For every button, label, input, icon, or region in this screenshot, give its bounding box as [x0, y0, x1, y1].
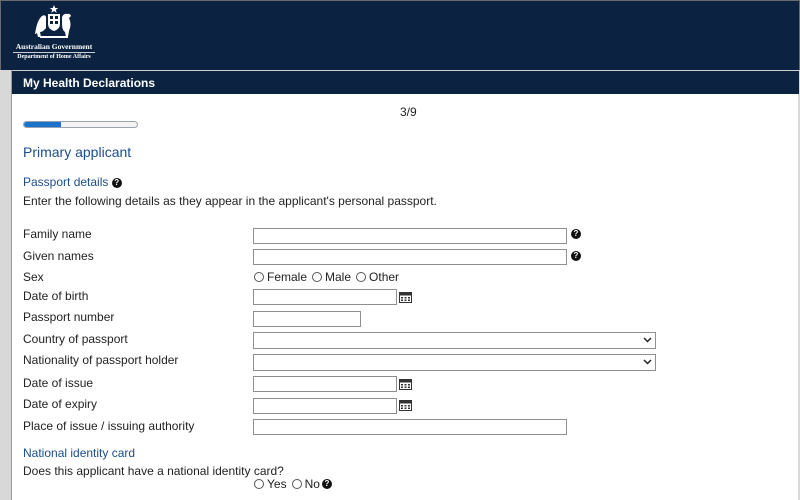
chevron-down-icon — [643, 335, 652, 344]
progress-bar — [23, 121, 138, 128]
family-name-label: Family name — [23, 227, 92, 241]
section-title: Primary applicant — [23, 144, 132, 160]
radio-label: No — [304, 477, 320, 491]
government-logo[interactable] — [9, 4, 99, 66]
chevron-down-icon — [643, 357, 652, 366]
coat-of-arms-icon — [31, 4, 77, 41]
radio-button[interactable] — [254, 272, 264, 282]
national-id-option-no[interactable] — [292, 477, 320, 491]
radio-label: Other — [369, 270, 400, 284]
radio-label: Female — [267, 270, 308, 284]
nationality-select[interactable] — [253, 354, 656, 371]
radio-button[interactable] — [292, 479, 302, 489]
place-of-issue-input[interactable] — [253, 419, 567, 435]
date-of-birth-label: Date of birth — [23, 289, 89, 303]
country-of-passport-label: Country of passport — [23, 332, 128, 346]
national-identity-question: Does this applicant have a national identity card? — [23, 464, 284, 478]
passport-details-label: Passport details — [23, 175, 109, 189]
main-content — [11, 70, 798, 500]
department-name: Department of Home Affairs — [17, 54, 91, 60]
national-id-option-yes[interactable] — [254, 477, 287, 491]
sex-option-female[interactable] — [254, 270, 307, 284]
radio-label: Male — [325, 270, 352, 284]
date-of-birth-input[interactable] — [253, 289, 397, 305]
radio-button[interactable] — [312, 272, 322, 282]
passport-instructions: Enter the following details as they appear in the applicant's personal passport. — [23, 194, 437, 208]
logo-divider — [13, 52, 95, 53]
nationality-label: Nationality of passport holder — [23, 353, 179, 367]
radio-button[interactable] — [254, 479, 264, 489]
step-indicator: 3/9 — [400, 105, 417, 119]
date-of-issue-input[interactable] — [253, 376, 397, 392]
sex-option-male[interactable] — [312, 270, 351, 284]
help-circle-icon[interactable]: ? — [571, 251, 581, 261]
progress-bar-fill — [24, 122, 61, 127]
given-names-input[interactable] — [253, 249, 567, 265]
radio-label: Yes — [267, 477, 287, 491]
government-header — [0, 0, 800, 70]
national-identity-heading: National identity card — [23, 446, 136, 460]
government-name: Australian Government — [15, 42, 93, 51]
help-circle-icon[interactable]: ? — [322, 479, 332, 489]
help-circle-icon[interactable]: ? — [571, 229, 581, 239]
given-names-label: Given names — [23, 249, 94, 263]
help-circle-icon[interactable]: ? — [112, 178, 122, 188]
passport-number-label: Passport number — [23, 310, 115, 324]
sex-option-other[interactable] — [356, 270, 399, 284]
family-name-input[interactable] — [253, 228, 567, 244]
date-of-expiry-input[interactable] — [253, 398, 397, 414]
passport-number-input[interactable] — [253, 311, 361, 327]
country-of-passport-select[interactable] — [253, 332, 656, 349]
sex-label: Sex — [23, 270, 44, 284]
date-of-expiry-label: Date of expiry — [23, 397, 98, 411]
date-of-issue-label: Date of issue — [23, 376, 94, 390]
title-bar — [12, 70, 799, 94]
passport-details-heading — [23, 175, 122, 189]
calendar-icon[interactable] — [399, 399, 412, 411]
radio-button[interactable] — [356, 272, 366, 282]
page-title: My Health Declarations — [23, 76, 156, 90]
calendar-icon[interactable] — [399, 378, 412, 390]
sex-radio-group — [254, 270, 404, 284]
calendar-icon[interactable] — [399, 291, 412, 303]
national-id-radio-group — [254, 477, 332, 491]
place-of-issue-label: Place of issue / issuing authority — [23, 419, 195, 433]
